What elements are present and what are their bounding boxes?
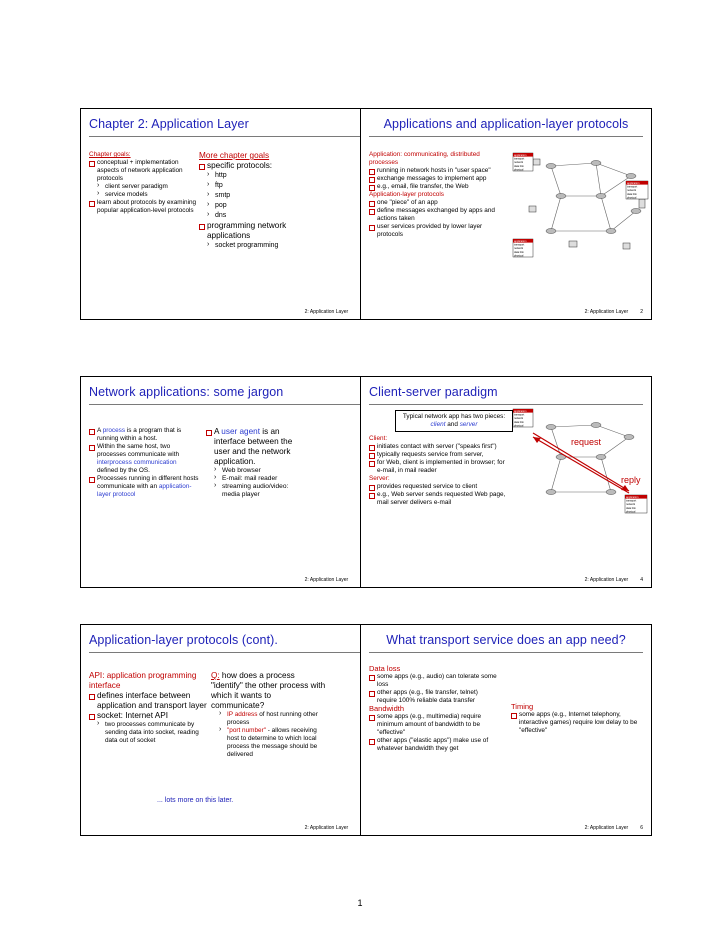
question: Q: how does a process "identify" the other process with which it wants to communicate?	[211, 671, 326, 710]
goal-subitem: › service models	[89, 191, 197, 199]
title-underline	[369, 136, 643, 137]
svg-text:physical: physical	[514, 424, 524, 428]
subitem: › streaming audio/video: media player	[206, 483, 306, 499]
more-goals-column	[199, 151, 364, 251]
slide-1	[80, 108, 372, 320]
title-underline	[89, 136, 363, 137]
bullet: exchange messages to implement app	[369, 175, 509, 183]
svg-text:data link: data link	[627, 192, 637, 196]
svg-text:application: application	[514, 240, 527, 243]
bullet: other apps (e.g., file transfer, telnet) require 100% reliable data transfer	[369, 689, 499, 705]
bullet: initiates contact with server ("speaks first")	[369, 443, 509, 451]
svg-text:application: application	[626, 496, 639, 499]
slide-footer: 2: Application Layer	[304, 309, 349, 315]
svg-text:transport: transport	[514, 413, 525, 417]
svg-text:network: network	[514, 161, 524, 165]
client-server-diagram	[511, 407, 651, 527]
svg-text:physical: physical	[626, 510, 636, 514]
identify-column	[211, 671, 326, 759]
bullet: typically requests service from server,	[369, 451, 509, 459]
svg-text:application: application	[514, 410, 527, 413]
goal-subitem: › http	[199, 171, 364, 181]
bullet: provides requested service to client	[369, 483, 509, 491]
goal-subitem: › socket programming	[199, 241, 364, 251]
bandwidth-heading: Bandwidth	[369, 704, 405, 713]
jargon-left	[89, 427, 199, 499]
client-heading: Client:	[369, 435, 388, 442]
slide-title: Client-server paradigm	[369, 385, 498, 399]
title-underline	[369, 652, 643, 653]
goal-subitem: › client server paradigm	[89, 183, 197, 191]
bullet: A user agent is an interface between the user and the network application.	[206, 427, 306, 467]
bullet: other apps ("elastic apps") make use of whatever bandwidth they get	[369, 737, 499, 753]
more-later-note: ... lots more on this later.	[157, 797, 234, 804]
goal-item: specific protocols:	[199, 161, 364, 171]
svg-text:network: network	[514, 417, 524, 421]
bullet: some apps (e.g., multimedia) require minimum amount of bandwidth to be "effective"	[369, 713, 499, 737]
svg-text:physical: physical	[514, 168, 524, 172]
goals-heading: Chapter goals:	[89, 151, 131, 158]
slide-6	[360, 624, 652, 836]
api-column	[89, 671, 207, 745]
more-goals-heading: More chapter goals	[199, 151, 270, 160]
jargon-right	[206, 427, 306, 499]
bullet: one "piece" of an app	[369, 199, 509, 207]
svg-text:data link: data link	[514, 420, 524, 424]
goal-subitem: › pop	[199, 201, 364, 211]
page-number: 1	[357, 898, 363, 908]
svg-text:data link: data link	[626, 506, 636, 510]
server-heading: Server:	[369, 475, 390, 482]
title-underline	[89, 404, 363, 405]
goal-item: conceptual + implementation aspects of network application protocols	[89, 159, 197, 183]
bullet: e.g., Web server sends requested Web page, mail server delivers e-mail	[369, 491, 509, 507]
svg-text:transport: transport	[514, 243, 525, 247]
bullet: defines interface between application and transport layer	[89, 691, 207, 711]
subitem: › two processes communicate by sending data into socket, reading data out of socket	[89, 721, 207, 745]
application-heading: Application: communicating, distributed processes	[369, 151, 480, 166]
goal-subitem: › ftp	[199, 181, 364, 191]
bullet: define messages exchanged by apps and actions taken	[369, 207, 509, 223]
bullet: socket: Internet API	[89, 711, 207, 721]
svg-text:transport: transport	[514, 157, 525, 161]
slide-footer: 2: Application Layer	[304, 825, 349, 831]
slide-title: Chapter 2: Application Layer	[89, 117, 249, 131]
bullet: Within the same host, two processes communicate with interprocess communication defined by the OS.	[89, 443, 199, 475]
svg-text:application: application	[514, 154, 527, 157]
request-label: request	[571, 437, 602, 447]
goal-item: learn about protocols by examining popular application-level protocols	[89, 199, 197, 215]
slide-title: Network applications: some jargon	[89, 385, 284, 399]
slide-2	[360, 108, 652, 320]
bullet: Processes running in different hosts communicate with an application-layer protocol	[89, 475, 199, 499]
subitem: › "port number" - allows receiving host to determine to which local process the message should be delivered	[211, 727, 326, 759]
bullet: some apps (e.g., Internet telephony, interactive games) require low delay to be "effective"	[511, 711, 643, 735]
bullet: for Web, client is implemented in browser; for e-mail, in mail reader	[369, 459, 509, 475]
slide-3	[80, 376, 372, 588]
svg-text:transport: transport	[626, 499, 637, 503]
slide-title: What transport service does an app need?	[386, 633, 626, 647]
slide-4	[360, 376, 652, 588]
client-server-body	[369, 435, 509, 507]
bullet: A process is a program that is running within a host.	[89, 427, 199, 443]
api-heading: API: application programming interface	[89, 671, 197, 690]
slide-5	[80, 624, 372, 836]
goal-subitem: › dns	[199, 211, 364, 221]
svg-text:network: network	[626, 503, 636, 507]
timing-heading: Timing	[511, 702, 534, 711]
svg-text:physical: physical	[514, 254, 524, 258]
subitem: › Web browser	[206, 467, 306, 475]
slide-title: Applications and application-layer protocols	[383, 117, 629, 131]
slide-footer: 2: Application Layer 6	[584, 825, 643, 831]
bullet: running in network hosts in "user space"	[369, 167, 509, 175]
slide-footer: 2: Application Layer 2	[584, 309, 643, 315]
protocols-heading: Application-layer protocols	[369, 191, 444, 198]
svg-text:network: network	[514, 247, 524, 251]
slide-title: Application-layer protocols (cont).	[89, 633, 278, 647]
intro-box: Typical network app has two pieces: client and server	[395, 410, 513, 432]
bullet: some apps (e.g., audio) can tolerate some loss	[369, 673, 499, 689]
svg-text:transport: transport	[627, 185, 638, 189]
data-loss-heading: Data loss	[369, 664, 401, 673]
svg-text:physical: physical	[627, 196, 637, 200]
needs-right	[511, 703, 643, 735]
goal-item: programming network applications	[199, 221, 317, 241]
svg-text:data link: data link	[514, 250, 524, 254]
title-underline	[369, 404, 643, 405]
goals-column	[89, 151, 197, 215]
svg-text:data link: data link	[514, 164, 524, 168]
reply-label: reply	[621, 475, 641, 485]
bullet: e.g., email, file transfer, the Web	[369, 183, 509, 191]
goal-subitem: › smtp	[199, 191, 364, 201]
slide-footer: 2: Application Layer	[304, 577, 349, 583]
svg-text:network: network	[627, 189, 637, 193]
subitem: › IP address of host running other process	[211, 711, 326, 727]
svg-text:application: application	[627, 182, 640, 185]
slide-body	[369, 151, 509, 239]
subitem: › E-mail: mail reader	[206, 475, 306, 483]
needs-left	[369, 665, 499, 753]
title-underline	[89, 652, 363, 653]
network-diagram	[511, 151, 651, 271]
slide-footer: 2: Application Layer 4	[584, 577, 643, 583]
bullet: user services provided by lower layer protocols	[369, 223, 509, 239]
